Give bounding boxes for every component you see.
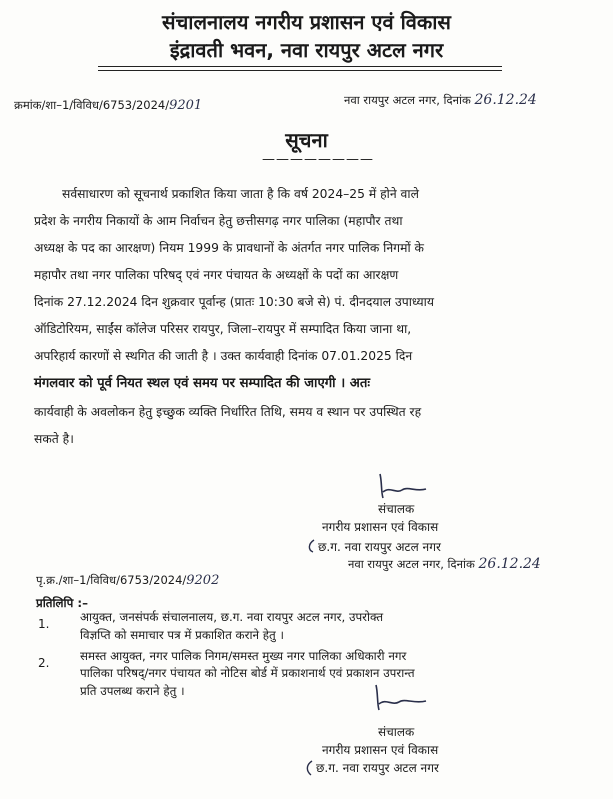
signatory-place: छ.ग. नवा रायपुर अटल नगर: [318, 540, 441, 554]
office-address: इंद्रावती भवन, नवा रायपुर अटल नगर: [169, 38, 444, 62]
signatory-title: संचालक: [378, 502, 415, 516]
copy-item-2-line-2: पालिका परिषद्/नगर पंचायत को नोटिस बोर्ड में प्रकाशनार्थ एवं प्रकाशन उपरान्त: [80, 666, 415, 680]
notice-line-4: महापौर तथा नगर पालिका परिषद् एवं नगर पंचायत के अध्यक्षों के पदों का आरक्षण: [34, 268, 399, 282]
signature-date-handwritten: 26.12.24: [478, 556, 541, 572]
notice-line-7: अपरिहार्य कारणों से स्थगित की जाती है । उक्त कार्यवाही दिनांक 07.01.2025 दिन: [34, 349, 413, 363]
header-rule-top: [98, 66, 502, 67]
signatory-department-2: नगरीय प्रशासन एवं विकास: [322, 743, 439, 757]
copy-item-1-number: 1.: [38, 617, 50, 631]
copy-item-1-line-1: आयुक्त, जनसंपर्क संचालनालय, छ.ग. नवा रायपुर अटल नगर, उपरोक्त: [80, 610, 384, 624]
notice-line-10: सकते है।: [34, 432, 74, 446]
notice-heading-underline: ————————: [262, 152, 374, 167]
signature-mark-2: [302, 759, 316, 777]
order-number: क्रमांक/शा–1/विविध/6753/2024/9201: [14, 98, 203, 113]
signature-place-date: नवा रायपुर अटल नगर, दिनांक 26.12.24: [348, 556, 541, 572]
copy-heading: प्रतिलिपि :–: [36, 596, 89, 610]
notice-heading: सूचना: [285, 128, 328, 152]
office-name: संचालनालय नगरीय प्रशासन एवं विकास: [162, 10, 451, 34]
copy-item-2-line-1: समस्त आयुक्त, नगर पालिक निगम/समस्त मुख्य नगर पालिका अधिकारी नगर: [80, 649, 407, 663]
copy-item-2-number: 2.: [38, 656, 50, 670]
notice-line-3: अध्यक्ष के पद का आरक्षण) नियम 1999 के प्रावधानों के अंतर्गत नगर पालिक निगमों के: [34, 241, 424, 255]
signature-scrawl-2: [372, 683, 436, 713]
header-rule-bottom: [98, 70, 502, 71]
notice-line-8: मंगलवार को पूर्व नियत स्थल एवं समय पर सम्पादित की जाएगी । अतः: [34, 376, 371, 391]
copy-item-2-line-3: प्रति उपलब्ध कराने हेतु ।: [80, 684, 185, 698]
notice-line-5: दिनांक 27.12.2024 दिन शुक्रवार पूर्वान्ह (प्रातः 10:30 बजे से) पं. दीनदयाल उपाध्याय: [34, 295, 434, 309]
notice-line-2: प्रदेश के नगरीय निकायों के आम निर्वाचन हेतु छत्तीसगढ़ नगर पालिका (महापौर तथा: [34, 214, 403, 228]
notice-line-6: ऑडिटोरियम, साईंस कॉलेज परिसर रायपुर, जिला–रायपुर में सम्पादित किया जाना था,: [34, 322, 412, 336]
signature-scrawl: [376, 472, 436, 502]
copy-item-1-line-2: विज्ञप्ति को समाचार पत्र में प्रकाशित कराने हेतु ।: [80, 628, 285, 642]
endorsement-number: पृ.क्र./शा–1/विविध/6753/2024/9202: [36, 573, 220, 588]
order-date-handwritten: 26.12.24: [474, 92, 537, 108]
notice-line-9: कार्यवाही के अवलोकन हेतु इच्छुक व्यक्ति निर्धारित तिथि, समय व स्थान पर उपस्थित रह: [34, 405, 422, 419]
signatory-department: नगरीय प्रशासन एवं विकास: [322, 520, 439, 534]
signature-mark: [304, 538, 318, 554]
order-place-date: नवा रायपुर अटल नगर, दिनांक 26.12.24: [344, 92, 537, 108]
signatory-title-2: संचालक: [378, 725, 415, 739]
signatory-place-2: छ.ग. नवा रायपुर अटल नगर: [316, 761, 439, 775]
endorsement-number-handwritten: 9202: [186, 573, 220, 588]
notice-line-1: सर्वसाधारण को सूचनार्थ प्रकाशित किया जाता है कि वर्ष 2024–25 में होने वाले: [62, 187, 419, 201]
order-number-handwritten: 9201: [169, 98, 203, 113]
